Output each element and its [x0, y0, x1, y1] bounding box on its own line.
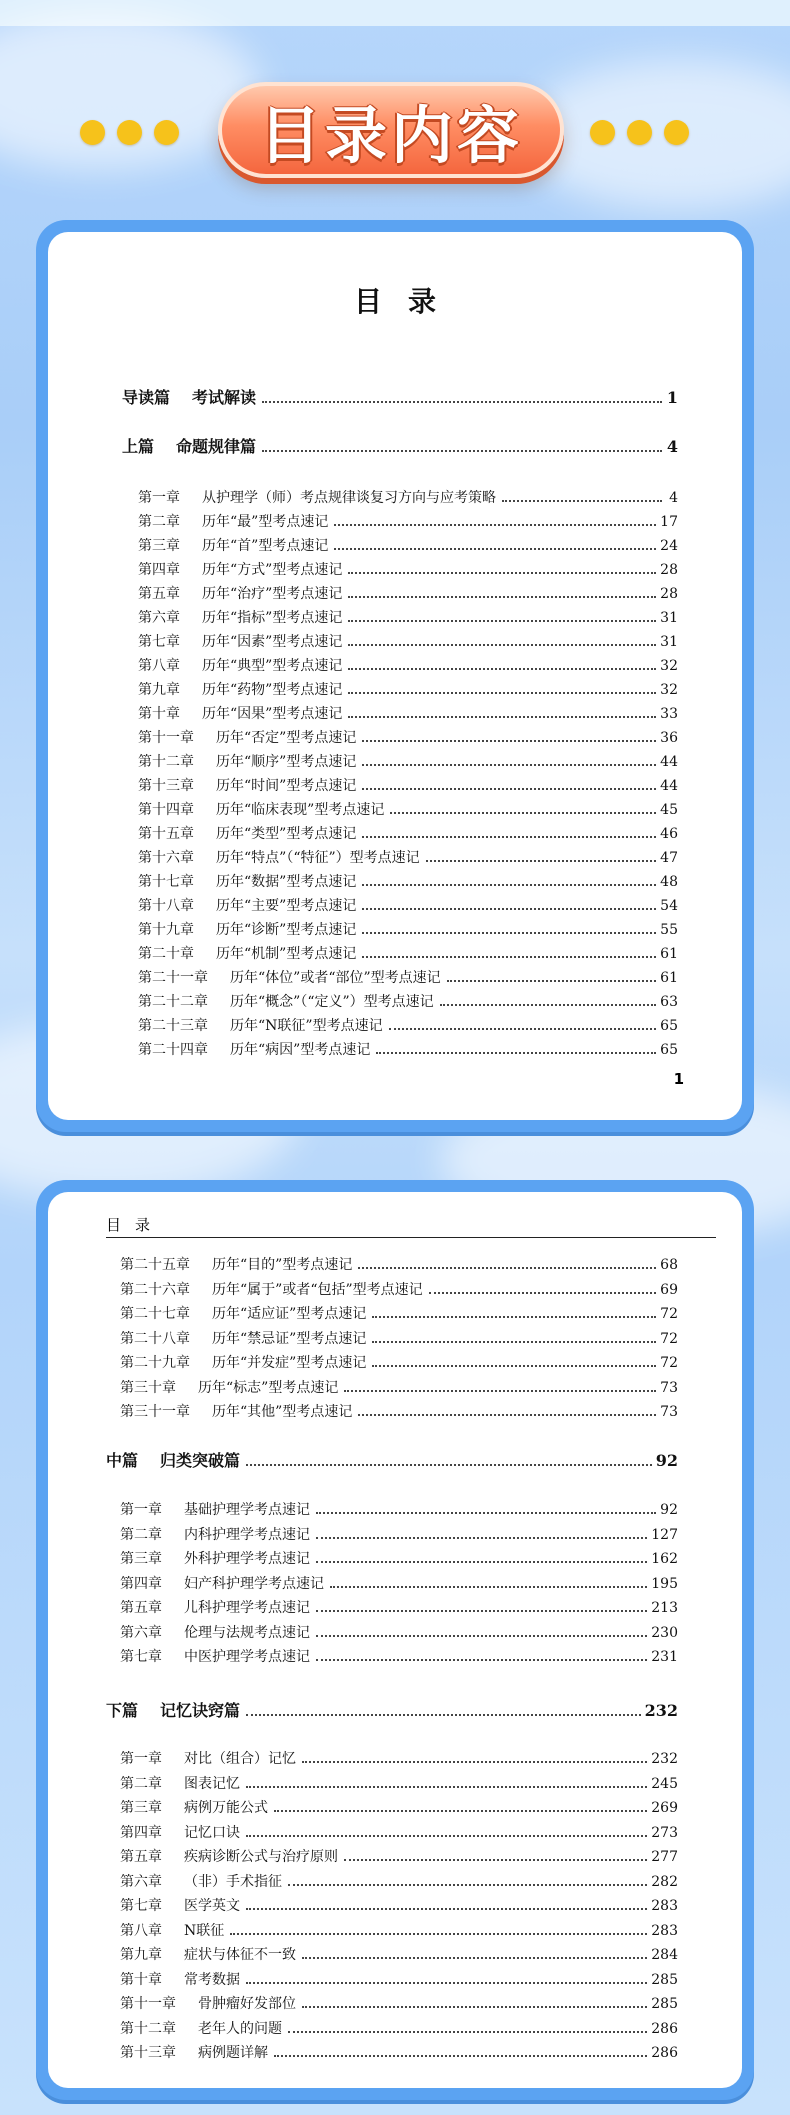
entry-label: 第二十二章: [138, 994, 208, 1010]
entry-title: 历年“时间”型考点速记: [216, 778, 357, 794]
toc-part-entry[interactable]: [122, 434, 678, 457]
entry-title: 历年“诊断”型考点速记: [216, 922, 357, 938]
entry-label: 第十章: [120, 1971, 162, 1988]
dot-leader: [316, 1610, 647, 1612]
running-header: 目录: [106, 1214, 716, 1238]
toc-chapter-entry[interactable]: [138, 655, 678, 675]
entry-title: 外科护理学考点速记: [184, 1551, 310, 1567]
entry-page: 269: [651, 1800, 678, 1816]
dot-leader: [348, 596, 656, 598]
entry-title: 历年“其他”型考点速记: [212, 1404, 353, 1420]
toc-chapter-entry[interactable]: [120, 1773, 678, 1793]
dot-leader: [440, 1004, 657, 1006]
dot-leader: [334, 524, 656, 526]
dot-leader: [372, 1341, 656, 1343]
entry-label: 第二十三章: [138, 1018, 208, 1034]
entry-label: 第二十章: [138, 946, 194, 962]
entry-page: 283: [651, 1898, 678, 1914]
entry-page: 286: [651, 2020, 678, 2037]
toc-chapter-entry[interactable]: [120, 1895, 678, 1915]
entry-page: 17: [660, 514, 678, 530]
toc-chapter-entry[interactable]: [120, 1377, 678, 1397]
entry-title: 历年“特点”（“特征”）型考点速记: [216, 850, 420, 866]
toc-chapter-entry[interactable]: [138, 823, 678, 843]
entry-title: 历年“方式”型考点速记: [202, 562, 343, 578]
toc-chapter-entry[interactable]: [120, 1646, 678, 1666]
toc-chapter-entry[interactable]: [138, 511, 678, 531]
dot-leader: [372, 1316, 656, 1318]
entry-label: 第十七章: [138, 874, 194, 890]
dot-leader: [362, 956, 656, 958]
toc-chapter-entry[interactable]: [120, 1822, 678, 1842]
entry-title: 历年“治疗”型考点速记: [202, 586, 343, 602]
toc-chapter-entry[interactable]: [138, 631, 678, 651]
entry-label: 第三章: [120, 1551, 162, 1567]
entry-label: 第一章: [120, 1502, 162, 1518]
entry-label: 第七章: [138, 634, 180, 650]
entry-title: 历年“N联征”型考点速记: [230, 1018, 383, 1034]
dot-leader: [302, 2006, 647, 2008]
dot-leader: [348, 668, 656, 670]
entry-page: 232: [651, 1751, 678, 1767]
toc-title: 目录: [353, 285, 462, 318]
dot-leader: [429, 1292, 657, 1294]
entry-title: 历年“数据”型考点速记: [216, 874, 357, 890]
dot-leader: [362, 836, 656, 838]
entry-page: 162: [651, 1551, 678, 1567]
entry-label: 第二十六章: [120, 1281, 190, 1298]
dot: [117, 120, 142, 145]
entry-page: 63: [660, 994, 678, 1010]
entry-page: 68: [660, 1257, 678, 1273]
dot-leader: [316, 1537, 647, 1539]
toc-chapter-entry[interactable]: [138, 847, 678, 867]
dot: [664, 120, 689, 145]
entry-label: 第八章: [138, 658, 180, 674]
entry-label: 第十二章: [138, 754, 194, 770]
dot-leader: [344, 1859, 647, 1861]
entry-label: 第二章: [120, 1775, 162, 1792]
toc-chapter-entry[interactable]: [120, 1303, 678, 1323]
dot-leader: [288, 2031, 647, 2033]
toc-chapter-entry[interactable]: [120, 1969, 678, 1989]
entry-label: 第六章: [138, 610, 180, 626]
entry-label: 第三十一章: [120, 1404, 190, 1420]
entry-title: 命题规律篇: [176, 437, 257, 456]
entry-title: 骨肿瘤好发部位: [198, 1996, 296, 2012]
entry-page: 277: [651, 1849, 678, 1865]
entry-label: 第十一章: [138, 730, 194, 746]
entry-page: 92: [660, 1502, 678, 1518]
dot-leader: [362, 788, 656, 790]
entry-page: 283: [651, 1922, 678, 1939]
dot-leader: [230, 1933, 647, 1935]
dot-leader: [302, 1761, 647, 1763]
entry-title: 历年“病因”型考点速记: [230, 1042, 371, 1058]
entry-page: 72: [660, 1330, 678, 1347]
dot-leader: [376, 1052, 656, 1054]
entry-page: 24: [660, 538, 678, 554]
entry-label: 第二章: [120, 1526, 162, 1543]
toc-chapter-entry[interactable]: [120, 1499, 678, 1519]
entry-page: 31: [660, 610, 678, 626]
entry-title: 症状与体征不一致: [184, 1947, 296, 1963]
toc-chapter-entry[interactable]: [120, 1352, 678, 1372]
dot-leader: [246, 1786, 647, 1788]
dot-leader: [316, 1561, 647, 1563]
toc-chapter-entry[interactable]: [120, 1548, 678, 1568]
dot-leader: [334, 548, 656, 550]
toc-page-2: [48, 1192, 742, 2088]
entry-page: 61: [660, 946, 678, 962]
entry-title: 历年“类型”型考点速记: [216, 826, 357, 842]
entry-page: 231: [651, 1649, 678, 1665]
entry-title: 历年“体位”或者“部位”型考点速记: [230, 970, 441, 986]
toc-chapter-entry[interactable]: [138, 703, 678, 723]
dot-leader: [362, 908, 656, 910]
entry-label: 第二十七章: [120, 1306, 190, 1322]
entry-title: 历年“标志”型考点速记: [198, 1379, 339, 1396]
dot-leader: [348, 572, 656, 574]
dot: [627, 120, 652, 145]
dot: [80, 120, 105, 145]
dot-leader: [362, 740, 656, 742]
entry-label: 第七章: [120, 1898, 162, 1914]
entry-page: 61: [660, 970, 678, 986]
entry-page: 195: [651, 1575, 678, 1592]
toc-chapter-entry[interactable]: [120, 2018, 678, 2038]
dot-leader: [246, 1714, 641, 1716]
dot-leader: [246, 1908, 647, 1910]
entry-title: 记忆诀窍篇: [160, 1701, 241, 1720]
entry-label: 第六章: [120, 1873, 162, 1890]
decor-dots-left: [80, 120, 179, 145]
toc-chapter-entry[interactable]: [138, 535, 678, 555]
entry-label: 第十章: [138, 706, 180, 722]
entry-title: 历年“主要”型考点速记: [216, 898, 357, 914]
entry-title: 历年“顺序”型考点速记: [216, 754, 357, 770]
entry-label: 第五章: [120, 1849, 162, 1865]
entry-label: 第三章: [120, 1800, 162, 1816]
entry-page: 44: [660, 754, 678, 770]
entry-title: 历年“并发症”型考点速记: [212, 1355, 367, 1371]
entry-label: 第二十四章: [138, 1042, 208, 1058]
entry-label: 第九章: [120, 1947, 162, 1963]
entry-title: 常考数据: [184, 1971, 240, 1988]
entry-label: 第四章: [120, 1824, 162, 1841]
dot-leader: [389, 1028, 657, 1030]
entry-page: 213: [651, 1600, 678, 1616]
entry-title: 历年“属于”或者“包括”型考点速记: [212, 1281, 423, 1298]
dot-leader: [288, 1884, 647, 1886]
entry-label: 第一章: [138, 490, 180, 506]
entry-page: 44: [660, 778, 678, 794]
dot-leader: [348, 620, 656, 622]
toc-card-2: [36, 1180, 754, 2100]
entry-title: 历年“适应证”型考点速记: [212, 1306, 367, 1322]
title-banner: [218, 82, 564, 178]
toc-chapter-entry[interactable]: [120, 1748, 678, 1768]
toc-chapter-entry[interactable]: [138, 607, 678, 627]
entry-label: 第八章: [120, 1922, 162, 1939]
entry-title: 历年“典型”型考点速记: [202, 658, 343, 674]
entry-page: 55: [660, 922, 678, 938]
toc-chapter-entry[interactable]: [138, 775, 678, 795]
toc-chapter-entry[interactable]: [138, 799, 678, 819]
entry-title: 历年“目的”型考点速记: [212, 1257, 353, 1273]
entry-label: 第六章: [120, 1624, 162, 1641]
dot-leader: [316, 1635, 647, 1637]
toc-chapter-entry[interactable]: [138, 583, 678, 603]
dot-leader: [274, 1810, 647, 1812]
toc-chapter-entry[interactable]: [138, 871, 678, 891]
entry-label: 第二章: [138, 514, 180, 530]
page-number: 1: [673, 1070, 684, 1088]
dot-leader: [316, 1512, 656, 1514]
toc-chapter-entry[interactable]: [138, 559, 678, 579]
entry-page: 285: [651, 1971, 678, 1988]
toc-chapter-entry[interactable]: [138, 679, 678, 699]
entry-title: 考试解读: [192, 388, 257, 407]
entry-page: 72: [660, 1355, 678, 1371]
toc-part-entry[interactable]: [122, 385, 678, 408]
dot-leader: [372, 1365, 656, 1367]
entry-page: 32: [660, 658, 678, 674]
entry-title: 历年“概念”（“定义”）型考点速记: [230, 994, 434, 1010]
entry-label: 第十一章: [120, 1996, 176, 2012]
entry-page: 92: [655, 1451, 678, 1470]
entry-title: 图表记忆: [184, 1775, 240, 1792]
entry-title: 记忆口诀: [184, 1824, 240, 1841]
dot-leader: [362, 932, 656, 934]
toc-chapter-entry[interactable]: [120, 1797, 678, 1817]
dot-leader: [262, 450, 662, 452]
entry-label: 第七章: [120, 1649, 162, 1665]
dot-leader: [274, 2055, 647, 2057]
toc-chapter-entry[interactable]: [120, 1871, 678, 1891]
entry-page: 48: [660, 874, 678, 890]
toc-chapter-entry[interactable]: [120, 1920, 678, 1940]
entry-title: （非）手术指征: [184, 1873, 282, 1890]
dot-leader: [246, 1835, 647, 1837]
toc-chapter-entry[interactable]: [120, 1944, 678, 1964]
entry-page: 73: [660, 1404, 678, 1420]
dot-leader: [358, 1414, 656, 1416]
toc-chapter-entry[interactable]: [138, 727, 678, 747]
entry-page: 72: [660, 1306, 678, 1322]
dot: [154, 120, 179, 145]
toc-chapter-entry[interactable]: [120, 1401, 678, 1421]
entry-title: 历年“因果”型考点速记: [202, 706, 343, 722]
entry-title: 妇产科护理学考点速记: [184, 1575, 324, 1592]
entry-label: 导读篇: [122, 388, 171, 407]
entry-label: 第十六章: [138, 850, 194, 866]
entry-page: 4: [666, 437, 678, 456]
entry-title: 伦理与法规考点速记: [184, 1624, 310, 1641]
toc-page-1: [48, 232, 742, 1120]
entry-title: 历年“因素”型考点速记: [202, 634, 343, 650]
entry-label: 第十三章: [120, 2045, 176, 2061]
entry-label: 第十五章: [138, 826, 194, 842]
toc-part-entry[interactable]: [106, 1448, 678, 1471]
entry-title: 归类突破篇: [160, 1451, 241, 1470]
entry-title: 历年“机制”型考点速记: [216, 946, 357, 962]
entry-page: 36: [660, 730, 678, 746]
entry-page: 32: [660, 682, 678, 698]
entry-label: 第九章: [138, 682, 180, 698]
entry-title: 历年“否定”型考点速记: [216, 730, 357, 746]
dot-leader: [344, 1390, 656, 1392]
toc-chapter-entry[interactable]: [138, 1015, 678, 1035]
toc-chapter-entry[interactable]: [138, 919, 678, 939]
toc-chapter-entry[interactable]: [120, 1254, 678, 1274]
dot-leader: [316, 1659, 647, 1661]
entry-page: 45: [660, 802, 678, 818]
entry-label: 第十八章: [138, 898, 194, 914]
toc-chapter-entry[interactable]: [120, 1846, 678, 1866]
entry-label: 第二十一章: [138, 970, 208, 986]
entry-page: 4: [669, 490, 678, 506]
entry-page: 54: [660, 898, 678, 914]
dot-leader: [447, 980, 657, 982]
entry-title: 内科护理学考点速记: [184, 1526, 310, 1543]
toc-chapter-entry[interactable]: [120, 1993, 678, 2013]
entry-page: 1: [666, 388, 678, 407]
entry-title: 病例万能公式: [184, 1800, 268, 1816]
toc-chapter-entry[interactable]: [120, 1573, 678, 1593]
entry-page: 33: [660, 706, 678, 722]
dot-leader: [348, 692, 656, 694]
dot: [590, 120, 615, 145]
entry-page: 285: [651, 1996, 678, 2012]
entry-label: 第十二章: [120, 2020, 176, 2037]
entry-title: 历年“禁忌证”型考点速记: [212, 1330, 367, 1347]
entry-page: 69: [660, 1281, 678, 1298]
entry-title: 病例题详解: [198, 2045, 268, 2061]
entry-label: 第十三章: [138, 778, 194, 794]
entry-label: 第十九章: [138, 922, 194, 938]
toc-chapter-entry[interactable]: [138, 1039, 678, 1059]
entry-label: 第五章: [138, 586, 180, 602]
dot-leader: [246, 1982, 647, 1984]
dot-leader: [502, 500, 662, 502]
entry-page: 127: [651, 1526, 678, 1543]
entry-page: 65: [660, 1042, 678, 1058]
entry-label: 下篇: [106, 1701, 139, 1720]
toc-chapter-entry[interactable]: [138, 751, 678, 771]
dot-leader: [362, 764, 656, 766]
entry-title: 儿科护理学考点速记: [184, 1600, 310, 1616]
entry-title: 历年“首”型考点速记: [202, 538, 329, 554]
toc-chapter-entry[interactable]: [138, 967, 678, 987]
entry-label: 第四章: [120, 1575, 162, 1592]
entry-title: 医学英文: [184, 1898, 240, 1914]
toc-part-entry[interactable]: [106, 1698, 678, 1721]
entry-label: 第二十五章: [120, 1257, 190, 1273]
dot-leader: [330, 1586, 647, 1588]
decor-dots-right: [590, 120, 689, 145]
entry-label: 第二十八章: [120, 1330, 190, 1347]
entry-title: 中医护理学考点速记: [184, 1649, 310, 1665]
toc-chapter-entry[interactable]: [120, 1622, 678, 1642]
dot-leader: [362, 884, 656, 886]
toc-chapter-entry[interactable]: [120, 2042, 678, 2062]
toc-chapter-entry[interactable]: [120, 1597, 678, 1617]
toc-chapter-entry[interactable]: [138, 943, 678, 963]
entry-page: 28: [660, 586, 678, 602]
toc-chapter-entry[interactable]: [120, 1328, 678, 1348]
entry-title: 老年人的问题: [198, 2020, 282, 2037]
toc-chapter-entry[interactable]: [138, 991, 678, 1011]
dot-leader: [358, 1267, 656, 1269]
toc-chapter-entry[interactable]: [138, 487, 678, 507]
dot-leader: [348, 644, 656, 646]
entry-page: 245: [651, 1775, 678, 1792]
toc-card-1: [36, 220, 754, 1132]
entry-label: 第十四章: [138, 802, 194, 818]
entry-page: 284: [651, 1947, 678, 1963]
entry-title: 对比（组合）记忆: [184, 1751, 296, 1767]
entry-label: 第一章: [120, 1751, 162, 1767]
entry-page: 31: [660, 634, 678, 650]
dot-leader: [246, 1464, 652, 1466]
banner-title: 目录内容: [258, 98, 523, 172]
dot-leader: [302, 1957, 647, 1959]
entry-page: 230: [651, 1624, 678, 1641]
entry-label: 第二十九章: [120, 1355, 190, 1371]
dot-leader: [426, 860, 657, 862]
entry-label: 第四章: [138, 562, 180, 578]
entry-label: 中篇: [106, 1451, 139, 1470]
entry-title: 疾病诊断公式与治疗原则: [184, 1849, 338, 1865]
entry-page: 28: [660, 562, 678, 578]
dot-leader: [348, 716, 656, 718]
entry-title: 历年“指标”型考点速记: [202, 610, 343, 626]
entry-label: 第三十章: [120, 1379, 176, 1396]
entry-page: 232: [644, 1701, 678, 1720]
toc-chapter-entry[interactable]: [120, 1279, 678, 1299]
entry-page: 65: [660, 1018, 678, 1034]
entry-title: 历年“最”型考点速记: [202, 514, 329, 530]
entry-title: 历年“药物”型考点速记: [202, 682, 343, 698]
entry-title: 历年“临床表现”型考点速记: [216, 802, 385, 818]
entry-label: 第三章: [138, 538, 180, 554]
entry-label: 上篇: [122, 437, 155, 456]
toc-chapter-entry[interactable]: [120, 1524, 678, 1544]
entry-page: 73: [660, 1379, 678, 1396]
entry-page: 286: [651, 2045, 678, 2061]
dot-leader: [390, 812, 656, 814]
dot-leader: [262, 401, 662, 403]
entry-page: 47: [660, 850, 678, 866]
entry-page: 273: [651, 1824, 678, 1841]
entry-title: N联征: [184, 1922, 225, 1939]
toc-chapter-entry[interactable]: [138, 895, 678, 915]
entry-title: 从护理学（师）考点规律谈复习方向与应考策略: [202, 490, 496, 506]
entry-page: 282: [651, 1873, 678, 1890]
entry-label: 第五章: [120, 1600, 162, 1616]
entry-title: 基础护理学考点速记: [184, 1502, 310, 1518]
entry-page: 46: [660, 826, 678, 842]
